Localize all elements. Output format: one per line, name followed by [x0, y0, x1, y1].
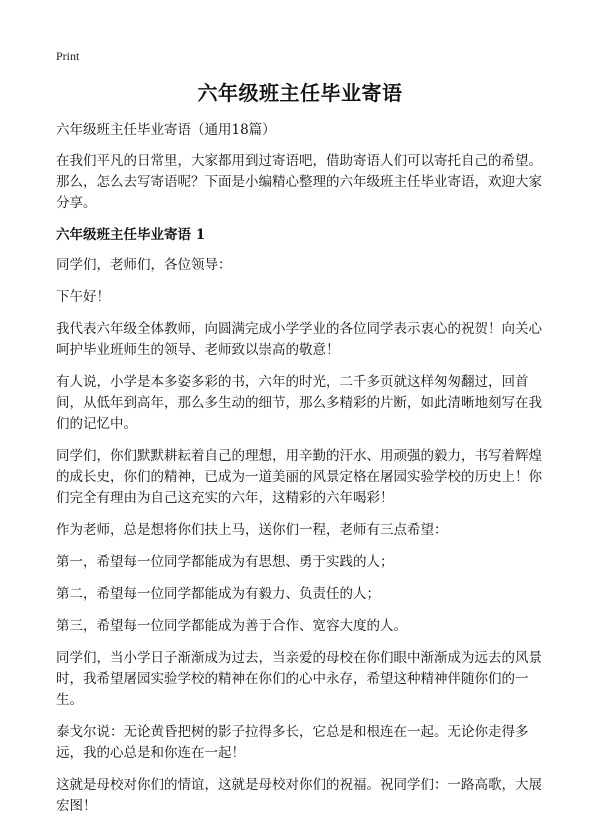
paragraph-school-spirit: 同学们，当小学日子渐渐成为过去，当亲爱的母校在你们眼中渐渐成为远去的风景时，我希望屠园实验学校的精神在你们的心中永存，希望这种精神伴随你们的一生。 — [56, 650, 542, 708]
section-heading: 六年级班主任毕业寄语 1 — [56, 227, 206, 243]
article-body — [56, 120, 552, 828]
paragraph-memories: 有人说，小学是本多姿多彩的书，六年的时光，二千多页就这样匆匆翻过，回首间，从低年到高年，那么多生动的细节，那么多精彩的片断，如此清晰地刻写在我们的记忆中。 — [56, 374, 542, 432]
paragraph-greeting: 同学们，老师们，各位领导： — [56, 257, 232, 273]
paragraph-congratulations: 我代表六年级全体教师，向圆满完成小学学业的各位同学表示衷心的祝贺！向关心呵护毕业班师生的领导、老师致以崇高的敬意！ — [56, 321, 542, 358]
paragraph-hope-first: 第一，希望每一位同学都能成为有思想、勇于实践的人； — [56, 554, 394, 570]
paragraph-blessing: 这就是母校对你们的情谊，这就是母校对你们的祝福。祝同学们：一路高歌，大展宏图！ — [56, 777, 542, 814]
paragraph-hope-second: 第二，希望每一位同学都能成为有毅力、负责任的人； — [56, 586, 380, 602]
print-link[interactable]: Print — [56, 49, 80, 63]
paragraph-tagore-quote: 泰戈尔说：无论黄昏把树的影子拉得多长，它总是和根连在一起。无论你走得多远，我的心总是和你连在一起！ — [56, 724, 529, 761]
paragraph-good-afternoon: 下午好！ — [56, 289, 110, 305]
paragraph-achievements: 同学们，你们默默耕耘着自己的理想，用辛勤的汗水、用顽强的毅力，书写着辉煌的成长史，你们的精神，已成为一道美丽的风景定格在屠园实验学校的历史上！你们完全有理由为自己这充实的六年，这精彩的六年喝彩！ — [56, 448, 542, 506]
page-title: 六年级班主任毕业寄语 — [197, 81, 403, 105]
paragraph-hope-third: 第三，希望每一位同学都能成为善于合作、宽容大度的人。 — [56, 618, 407, 634]
intro-paragraph: 在我们平凡的日常里，大家都用到过寄语吧，借助寄语人们可以寄托自己的希望。那么，怎么去写寄语呢？下面是小编精心整理的六年级班主任毕业寄语，欢迎大家分享。 — [56, 153, 542, 211]
article-subtitle: 六年级班主任毕业寄语（通用18篇） — [56, 122, 276, 138]
paragraph-three-hopes: 作为老师，总是想将你们扶上马，送你们一程，老师有三点希望： — [56, 522, 448, 538]
